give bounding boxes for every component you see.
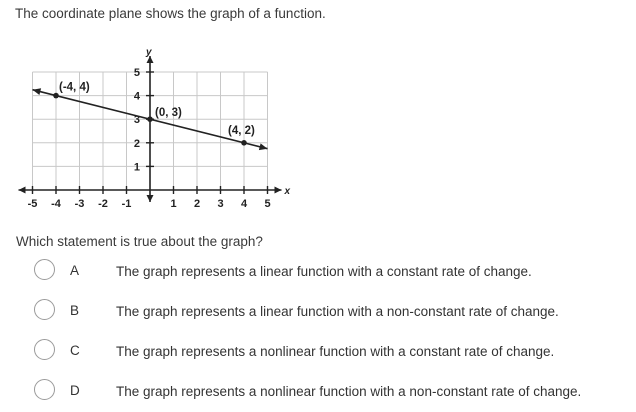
x-tick-label: 5	[264, 198, 271, 210]
radio-button-c[interactable]	[34, 339, 55, 360]
data-point-label: (-4, 4)	[59, 81, 90, 94]
option-text-d[interactable]: The graph represents a nonlinear function with a non-constant rate of change.	[116, 384, 582, 399]
option-a[interactable]	[0, 252, 636, 292]
option-text-b[interactable]: The graph represents a linear function with a non-constant rate of change.	[116, 304, 559, 319]
option-b[interactable]	[0, 292, 636, 332]
option-letter-c: C	[70, 343, 80, 358]
option-d[interactable]	[0, 372, 636, 412]
x-axis-label: x	[284, 186, 291, 197]
coordinate-plane-graph	[10, 38, 300, 213]
x-tick-label: -4	[51, 198, 61, 210]
coordinate-plane-svg	[10, 38, 300, 213]
data-point-label: (4, 2)	[228, 124, 255, 137]
y-tick-label: 3	[133, 114, 140, 127]
option-letter-a: A	[70, 263, 80, 278]
radio-button-d[interactable]	[34, 379, 55, 400]
x-tick-label: 3	[217, 198, 224, 210]
x-tick-label: -2	[98, 198, 108, 210]
x-axis-left-arrow	[19, 187, 26, 194]
option-letter-b: B	[70, 303, 80, 318]
x-tick-label: 4	[240, 198, 248, 210]
x-tick-label: -3	[74, 198, 85, 210]
x-tick-label: -5	[27, 198, 38, 210]
y-tick-label: 1	[133, 161, 140, 174]
data-point	[241, 140, 247, 146]
data-point	[147, 116, 153, 122]
y-tick-label: 5	[133, 67, 140, 79]
option-text-a[interactable]: The graph represents a linear function with a constant rate of change.	[116, 264, 532, 279]
option-letter-d: D	[70, 383, 80, 398]
x-axis-right-arrow	[275, 187, 282, 194]
radio-button-a[interactable]	[34, 259, 55, 280]
y-tick-label: 2	[133, 137, 140, 150]
option-text-c[interactable]: The graph represents a nonlinear function with a constant rate of change.	[116, 344, 555, 359]
x-tick-label: -1	[121, 198, 132, 210]
y-axis-bottom-arrow	[147, 195, 154, 202]
option-c[interactable]	[0, 332, 636, 372]
question-prompt: The coordinate plane shows the graph of a function.	[15, 6, 326, 21]
radio-button-b[interactable]	[34, 299, 55, 320]
y-axis-label: y	[146, 47, 152, 58]
x-tick-label: 2	[193, 198, 201, 210]
data-point-label: (0, 3)	[155, 107, 182, 120]
sub-question: Which statement is true about the graph?	[16, 234, 263, 249]
x-tick-label: 1	[170, 198, 177, 210]
y-tick-label: 4	[133, 90, 140, 103]
data-point	[53, 93, 59, 99]
